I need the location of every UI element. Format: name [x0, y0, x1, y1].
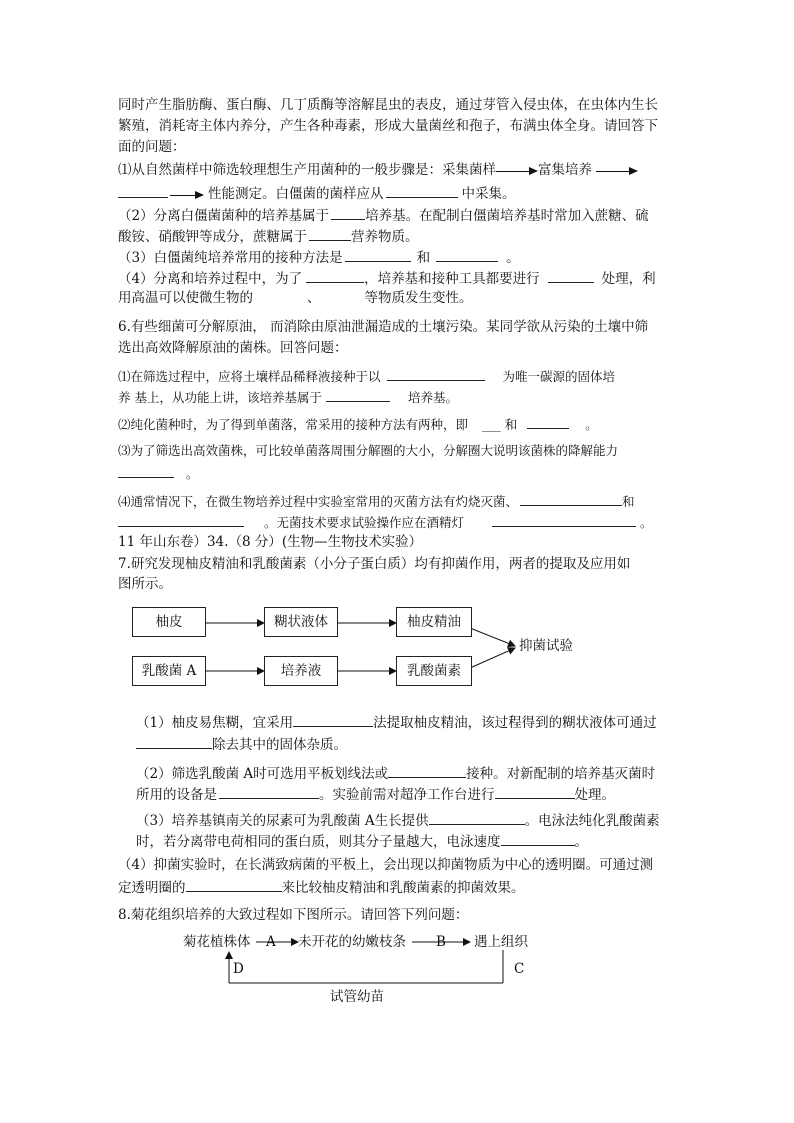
q5-p3-text-b: 和 — [416, 250, 431, 266]
q7-p2-text-e: 处理。 — [574, 787, 615, 803]
q6-p1-text-b: 为唯一碳源的固体培 — [502, 369, 616, 384]
q6-p2-text-c: 。 — [585, 417, 598, 432]
q8-node-branch: 未开花的幼嫩枝条 — [298, 934, 406, 950]
q5-p4-text-a: （4）分离和培养过程中，为了 — [118, 271, 303, 287]
answer-blank[interactable] — [495, 784, 575, 799]
q6-intro-line1: 6.有些细菌可分解原油， 而消除由原油泄漏造成的土壤污染。某同学欲从污染的土壤中筛 — [118, 319, 649, 335]
answer-blank[interactable] — [293, 712, 373, 727]
flow-node-end: 抑菌试验 — [519, 638, 573, 654]
q8-label-d: D — [233, 961, 244, 977]
q8-node-callus: 遇上组织 — [474, 934, 528, 950]
flow-node-a3: 柚皮精油 — [396, 607, 472, 637]
q7-part4-line1: （4）抑菌实验时，在长满致病菌的平板上，会出现以抑菌物质为中心的透明圈。可通过测 — [118, 857, 654, 873]
q7-p4-text-c: 来比较柚皮精油和乳酸菌素的抑菌效果。 — [281, 880, 525, 896]
q7-p3-text-a: （3）培养基镇南关的尿素可为乳酸菌 A生长提供 — [136, 813, 429, 829]
q6-p4-text-b: 和 — [622, 494, 635, 509]
answer-blank[interactable] — [136, 734, 212, 749]
q6-p4-text-a: ⑷通常情况下，在微生物培养过程中实验室常用的灭菌方法有灼烧灭菌、 — [118, 494, 519, 509]
q5-p4-text-b: ，培养基和接种工具都要进行 — [364, 271, 540, 287]
q6-p1-text-a: ⑴在筛选过程中，应将土壤样品稀释液接种于以 — [118, 369, 381, 384]
q7-p3-text-b: 。电泳法纯化乳酸菌素 — [524, 813, 660, 829]
q6-p2-text-b: ___ 和 — [482, 417, 518, 432]
q5-intro-line2: 繁殖，消耗寄主体内养分，产生各种毒素，形成大量菌丝和孢子，布满虫体全身。请回答下 — [118, 118, 658, 134]
q8-label-c: C — [514, 961, 525, 977]
q6-part3-line1: ⑶为了筛选出高效菌株，可比较单菌落周围分解圈的大小，分解圈大说明该菌株的降解能力 — [118, 443, 619, 458]
q5-p1-text-b: 富集培养 — [538, 162, 592, 178]
q7-part1-line2 — [136, 734, 347, 754]
q7-part2-line1 — [136, 763, 655, 783]
q7-p2-text-b: 接种。对新配制的培养基灭菌时 — [466, 766, 656, 782]
flow-node-b2: 培养液 — [264, 656, 338, 686]
q7-p1-text-b: 法提取柚皮精油，该过程得到的糊状液体可通过 — [373, 715, 657, 731]
q5-p2-text-d: 营养物质。 — [351, 229, 419, 245]
q5-p4-text-d: 用高温可以使微生物的 — [118, 290, 253, 306]
q6-p3-text-b: 。 — [186, 466, 199, 481]
flow-node-b1: 乳酸菌 A — [132, 656, 206, 686]
q7-part3-line2 — [136, 831, 588, 851]
source-line: 11 年山东卷）34.（8 分）(生物—生物技术实验） — [118, 534, 423, 550]
q7-p3-text-d: 。 — [574, 834, 588, 850]
q8-label-b: B — [436, 934, 446, 950]
q7-p1-text-c: 除去其中的固体杂质。 — [212, 737, 347, 753]
q5-intro-line3: 面的问题： — [118, 139, 186, 155]
q5-p2-text-b: 培养基。在配制白僵菌培养基时常加入蔗糖、硫 — [365, 208, 649, 224]
q6-p2-text-a: ⑵纯化菌种时，为了得到单菌落，常采用的接种方法有两种，即 — [118, 417, 469, 432]
q7-part4-line2 — [118, 877, 525, 897]
q5-p1-text-a: ⑴从自然菌样中筛选较理想生产用菌种的一般步骤是：采集菌样 — [118, 162, 496, 178]
q5-p4-text-e: 、 — [307, 290, 321, 306]
flow-node-a2: 糊状液体 — [264, 607, 338, 637]
q5-p2-text-c: 酸铵、硝酸钾等成分，蔗糖属于 — [118, 229, 307, 245]
q7-p2-text-d: 。实验前需对超净工作台进行 — [319, 787, 495, 803]
q6-p1-text-d: 培养基。 — [407, 390, 458, 405]
answer-blank[interactable] — [219, 784, 319, 799]
q7-intro-line2: 图所示。 — [118, 576, 172, 592]
q5-p1-text-c: 性能测定。白僵菌的菌样应从 — [208, 186, 384, 202]
answer-blank[interactable] — [501, 831, 575, 846]
q5-intro-line1: 同时产生脂肪酶、蛋白酶、几丁质酶等溶解昆虫的表皮，通过芽管入侵虫体，在虫体内生长 — [118, 97, 658, 113]
q8-node-plant: 菊花植株体 — [183, 934, 251, 950]
q5-p4-text-c: 处理，利 — [601, 271, 656, 287]
q6-p1-text-c: 养 基上，从功能上讲，该培养基属于 — [118, 390, 322, 405]
q8-intro: 8.菊花组织培养的大致过程如下图所示。请回答下列问题： — [118, 907, 469, 923]
answer-blank[interactable] — [429, 810, 525, 825]
q7-part1-line1 — [136, 712, 657, 732]
q7-p4-text-b: 定透明圈的 — [118, 880, 186, 896]
q8-node-seedling: 试管幼苗 — [330, 989, 384, 1005]
q6-p4-text-d: 。 — [640, 515, 653, 530]
q7-p2-text-a: （2）筛选乳酸菌 A时可选用平板划线法或 — [136, 766, 389, 782]
q7-intro-line1: 7.研究发现柚皮精油和乳酸菌素（小分子蛋白质）均有抑菌作用，两者的提取及应用如 — [118, 556, 631, 572]
q5-p3-text-c: 。 — [506, 250, 520, 266]
q7-part3-line1 — [136, 810, 660, 830]
answer-blank[interactable] — [388, 763, 466, 778]
answer-blank[interactable] — [186, 877, 282, 892]
q7-p2-text-c: 所用的设备是 — [136, 787, 217, 803]
flow-node-b3: 乳酸菌素 — [396, 656, 472, 686]
q7-p1-text-a: （1）柚皮易焦糊，宜采用 — [136, 715, 294, 731]
q5-p4-text-f: 等物质发生变性。 — [364, 290, 473, 306]
q7-p3-text-c: 时，若分离带电荷相同的蛋白质，则其分子量越大，电泳速度 — [136, 834, 501, 850]
q6-p4-text-c: 。无菌技术要求试验操作应在酒精灯 — [264, 515, 465, 530]
q5-p3-text-a: （3）白僵菌纯培养常用的接种方法是 — [118, 250, 343, 266]
q7-part2-line2 — [136, 784, 615, 804]
q5-p1-text-d: 中采集。 — [461, 186, 516, 202]
flow-node-a1: 柚皮 — [132, 607, 206, 637]
q8-label-a: A — [266, 934, 276, 950]
q5-p2-text-a: （2）分离白僵菌菌种的培养基属于 — [118, 208, 330, 224]
q6-intro-line2: 选出高效降解原油的菌株。回答问题： — [118, 340, 348, 356]
